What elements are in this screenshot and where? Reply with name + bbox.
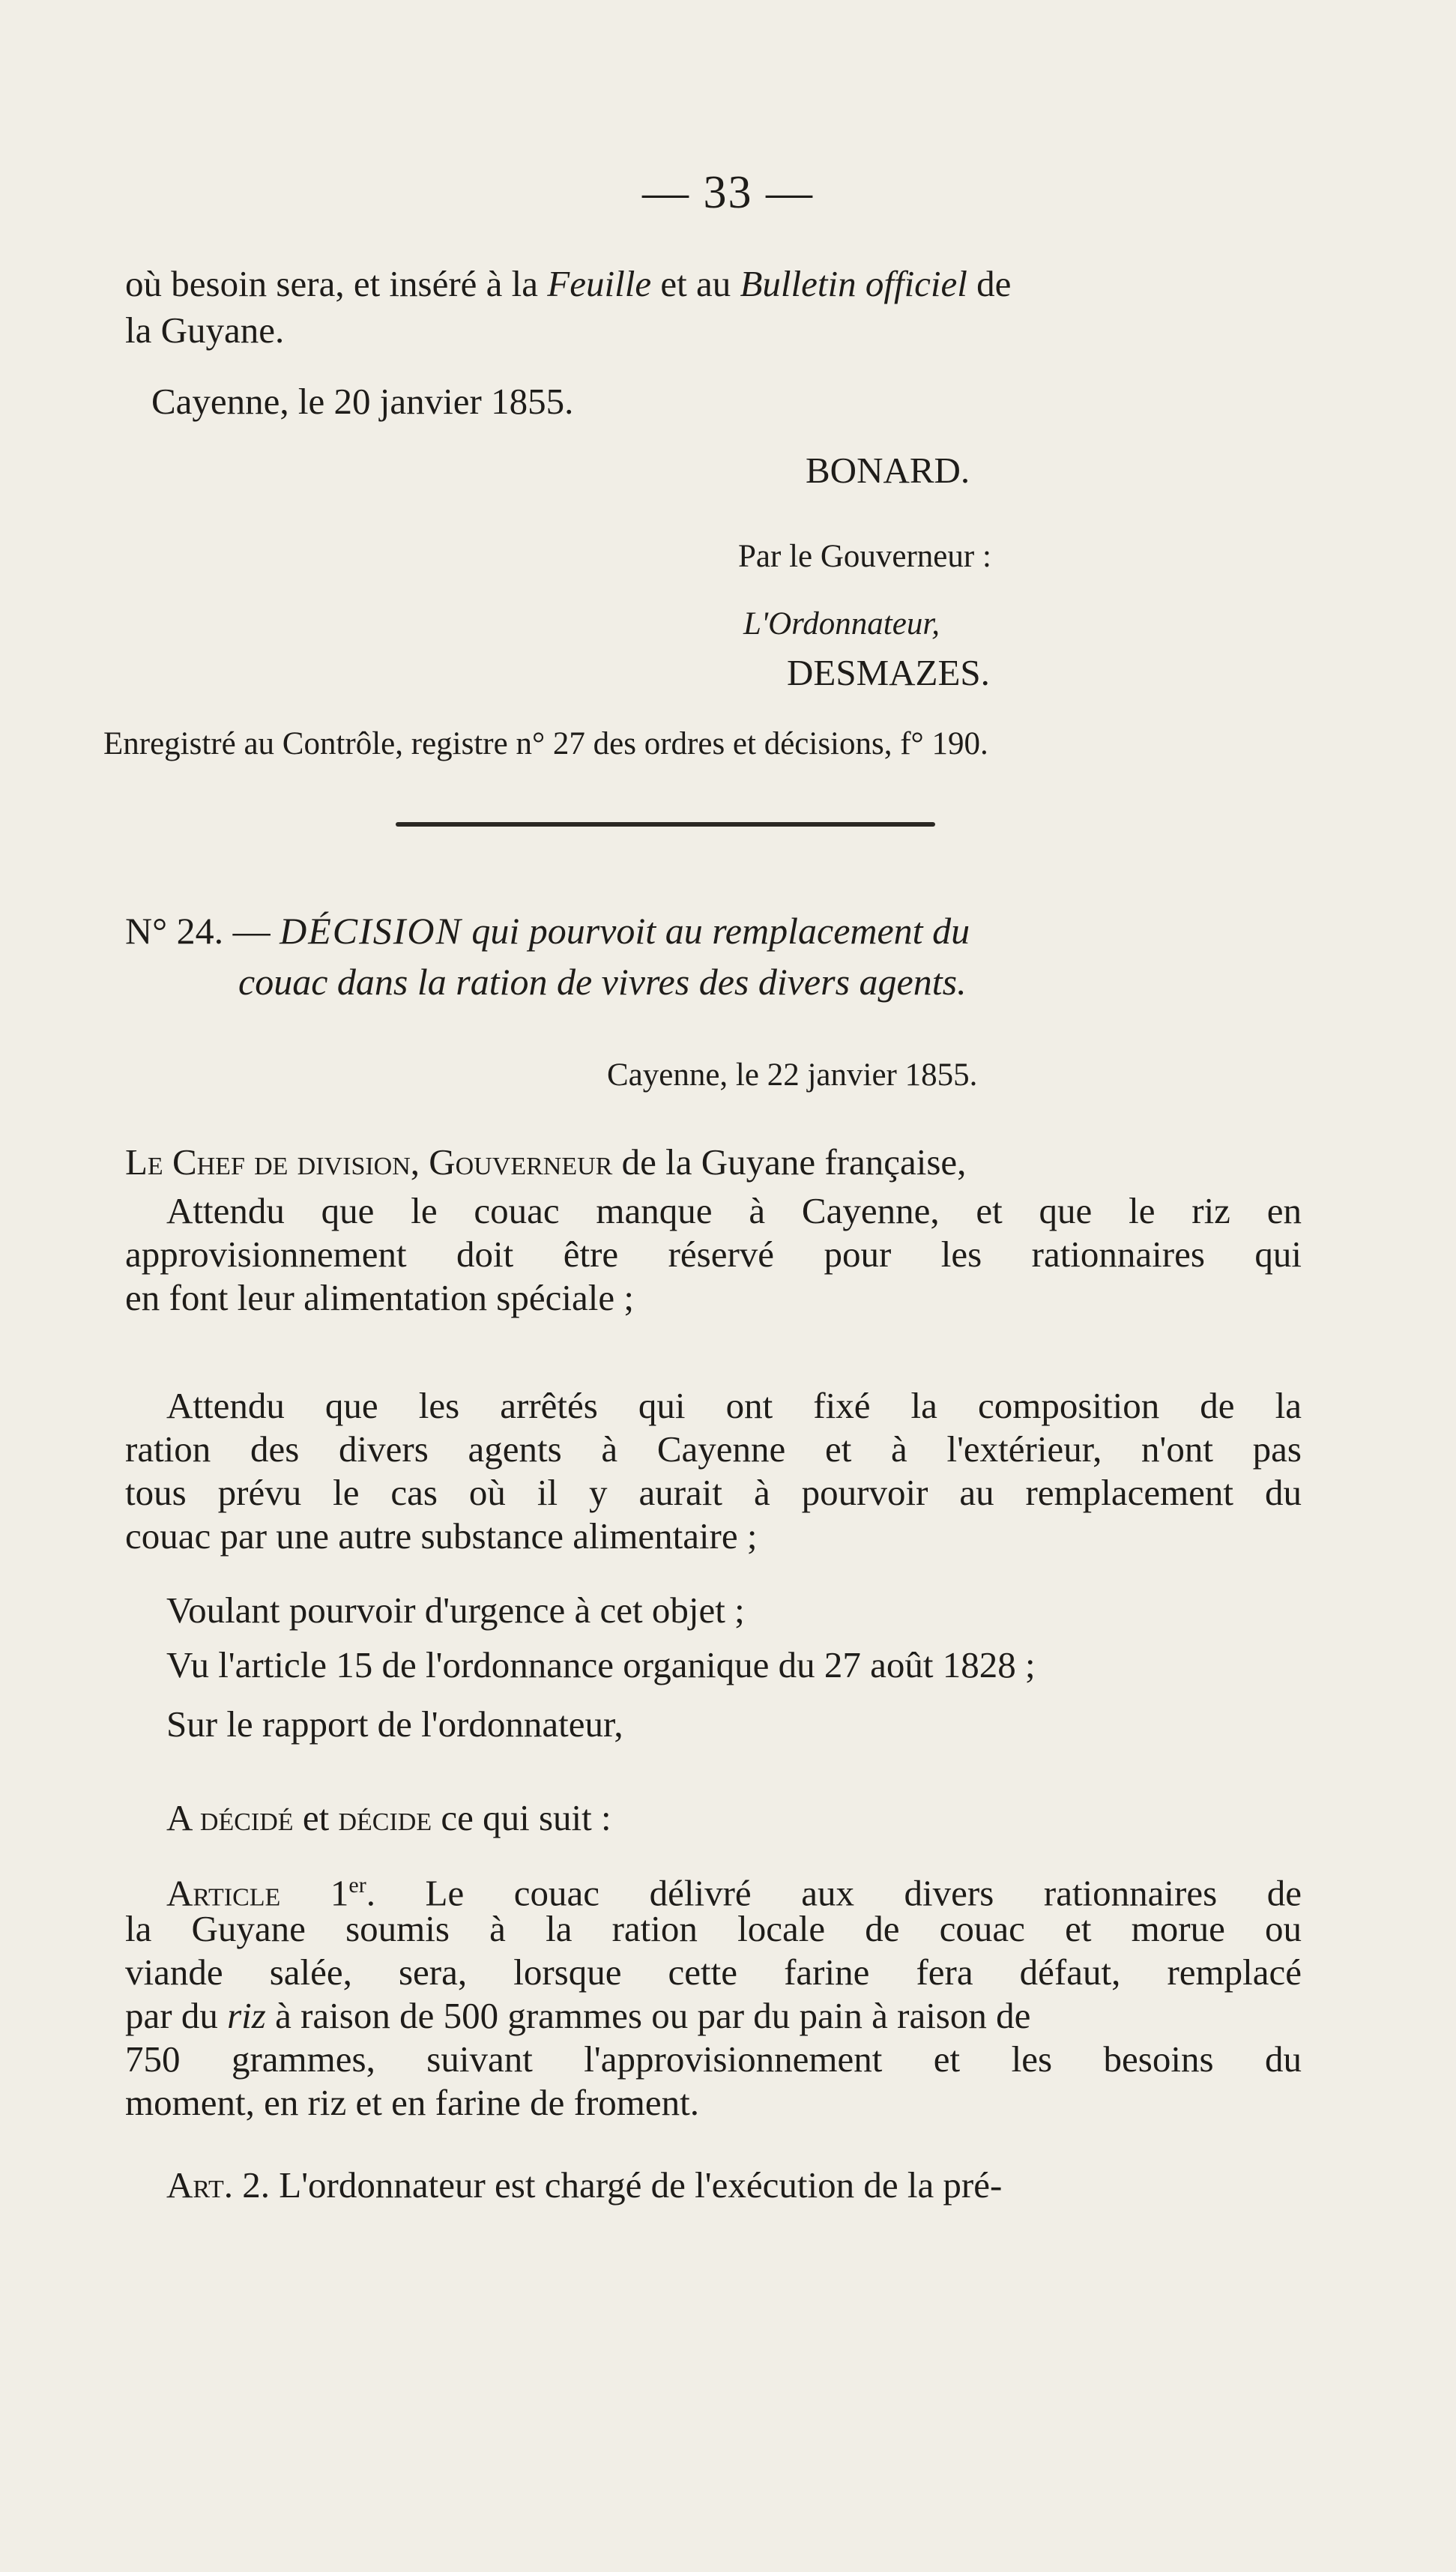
- bulletin-title: Bulletin officiel: [740, 263, 967, 304]
- article-1-line: viande salée, sera, lorsque cette farine fera défaut, remplacé: [125, 1951, 1302, 1993]
- decision-heading-line2: couac dans la ration de vivres des divers agents.: [238, 961, 967, 1003]
- article-1-line: 750 grammes, suivant l'approvisionnement et les besoins du: [125, 2038, 1302, 2080]
- article-1-line: moment, en riz et en farine de froment.: [125, 2082, 699, 2123]
- paragraph-2-line: Attendu que les arrêtés qui ont fixé la composition de la: [166, 1385, 1302, 1426]
- paragraph-2-line: tous prévu le cas où il y aurait à pourvoir au remplacement du: [125, 1472, 1302, 1513]
- signatory: BONARD.: [806, 450, 970, 491]
- by-governor: Par le Gouverneur :: [738, 539, 991, 574]
- registration-note: Enregistré au Contrôle, registre n° 27 des ordres et décisions, f° 190.: [103, 726, 988, 761]
- paragraph-3: Voulant pourvoir d'urgence à cet objet ;: [166, 1590, 745, 1631]
- article-1-line: Article 1er. Le couac délivré aux divers rationnaires de: [166, 1872, 1302, 1914]
- section-divider: [396, 822, 935, 827]
- decision-heading-line1: N° 24. — DÉCISION qui pourvoit au remplacement du: [125, 910, 970, 952]
- paragraph-2-line: couac par une autre substance alimentaire ;: [125, 1515, 758, 1557]
- paragraph-1-line: approvisionnement doit être réservé pour les rationnaires qui: [125, 1234, 1302, 1275]
- article-1-line: la Guyane soumis à la ration locale de couac et morue ou: [125, 1908, 1302, 1949]
- article-2-label: Art. 2.: [166, 2164, 271, 2206]
- decision-place-date: Cayenne, le 22 janvier 1855.: [607, 1057, 978, 1093]
- decision-number: N° 24. —: [125, 910, 271, 952]
- ordonnateur-name: DESMAZES.: [787, 652, 990, 693]
- text-line: la Guyane.: [125, 310, 285, 351]
- text-line: où besoin sera, et inséré à la Feuille et au Bulletin officiel de: [125, 263, 1012, 304]
- place-date: Cayenne, le 20 janvier 1855.: [151, 381, 574, 422]
- paragraph-2-line: ration des divers agents à Cayenne et à l'extérieur, n'ont pas: [125, 1428, 1302, 1470]
- ordonnateur-title: L'Ordonnateur,: [743, 606, 940, 642]
- decided-line: A décidé et décide ce qui suit :: [166, 1797, 611, 1838]
- author-line: Le Chef de division, Gouverneur de la Guyane française,: [125, 1141, 967, 1183]
- article-1-line: par du riz à raison de 500 grammes ou par du pain à raison de: [125, 1995, 1031, 2036]
- article-2-line: Art. 2. L'ordonnateur est chargé de l'exécution de la pré-: [166, 2164, 1003, 2206]
- page-number: — 33 —: [642, 167, 814, 218]
- paragraph-5: Sur le rapport de l'ordonnateur,: [166, 1703, 623, 1745]
- paragraph-1-line: en font leur alimentation spéciale ;: [125, 1277, 634, 1318]
- article-1-label: Article 1: [166, 1872, 349, 1914]
- decision-keyword: DÉCISION: [280, 910, 462, 952]
- paragraph-4: Vu l'article 15 de l'ordonnance organique du 27 août 1828 ;: [166, 1644, 1036, 1685]
- paragraph-1-line: Attendu que le couac manque à Cayenne, et que le riz en: [166, 1190, 1302, 1231]
- feuille-title: Feuille: [547, 263, 652, 304]
